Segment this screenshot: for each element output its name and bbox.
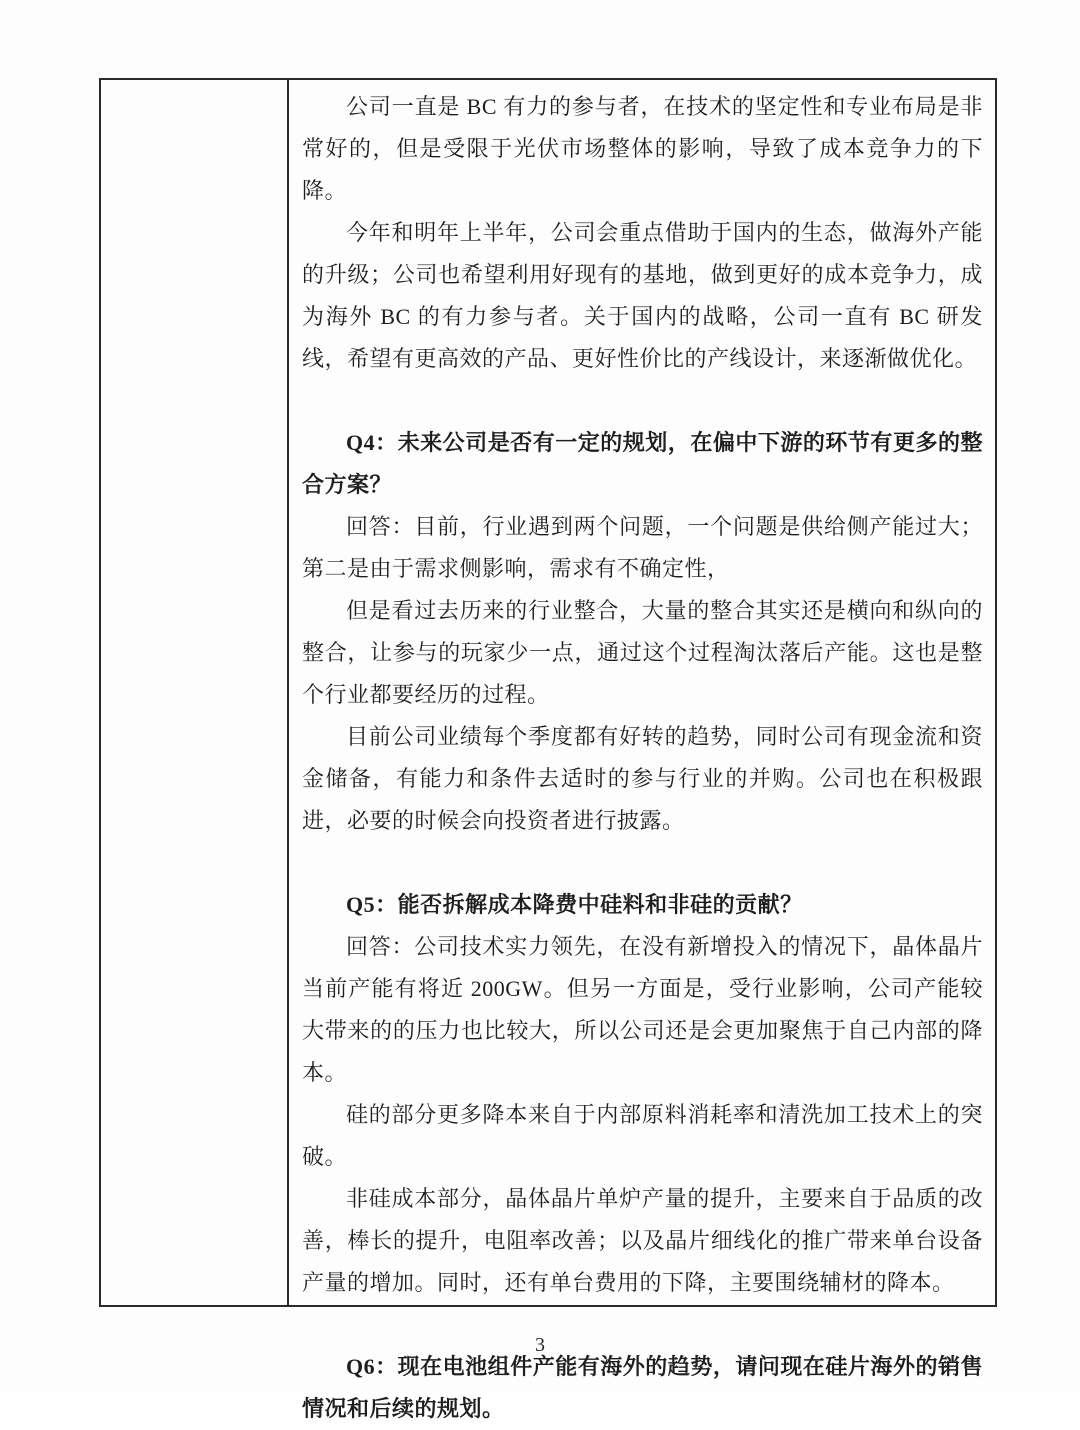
table-right-cell xyxy=(289,80,995,1421)
qa-table xyxy=(99,78,997,1421)
page-number: 3 xyxy=(535,1334,545,1356)
body-paragraph: 回答：公司技术实力领先，在没有新增投入的情况下，晶体晶片当前产能有将近 200GW。但另一方面是，受行业影响，公司产能较大带来的的压力也比较大，所以公司还是会更加聚焦于自己内部的降本。 xyxy=(302,934,983,1085)
body-paragraph: 回答：目前，行业遇到两个问题，一个问题是供给侧产能过大；第二是由于需求侧影响，需求有不确定性， xyxy=(302,514,983,581)
body-paragraph: 公司一直是 BC 有力的参与者，在技术的坚定性和专业布局是非常好的，但是受限于光伏市场整体的影响，导致了成本竞争力的下降。 xyxy=(302,94,983,203)
question-heading: Q4：未来公司是否有一定的规划，在偏中下游的环节有更多的整合方案？ xyxy=(302,430,983,497)
body-paragraph: 目前公司业绩每个季度都有好转的趋势，同时公司有现金流和资金储备，有能力和条件去适时的参与行业的并购。公司也在积极跟进，必要的时候会向投资者进行披露。 xyxy=(302,724,983,833)
table-left-cell xyxy=(101,80,289,1305)
qa-content xyxy=(302,86,983,1430)
question-heading: Q5：能否拆解成本降费中硅料和非硅的贡献？ xyxy=(346,892,803,917)
body-paragraph: 非硅成本部分，晶体晶片单炉产量的提升，主要来自于品质的改善，棒长的提升，电阻率改善；以及晶片细线化的推广带来单台设备产量的增加。同时，还有单台费用的下降，主要围绕辅材的降本。 xyxy=(302,1186,983,1295)
body-paragraph: 今年和明年上半年，公司会重点借助于国内的生态，做海外产能的升级；公司也希望利用好现有的基地，做到更好的成本竞争力，成为海外 BC 的有力参与者。关于国内的战略，公司一直有 BC 研发线，希望有更高效的产品、更好性价比的产线设计，来逐渐做优化。 xyxy=(302,220,983,371)
body-paragraph: 但是看过去历来的行业整合，大量的整合其实还是横向和纵向的整合，让参与的玩家少一点，通过这个过程淘汰落后产能。这也是整个行业都要经历的过程。 xyxy=(302,598,983,707)
question-heading: Q6：现在电池组件产能有海外的趋势，请问现在硅片海外的销售情况和后续的规划。 xyxy=(302,1354,983,1421)
body-paragraph: 硅的部分更多降本来自于内部原料消耗率和清洗加工技术上的突破。 xyxy=(302,1102,983,1169)
